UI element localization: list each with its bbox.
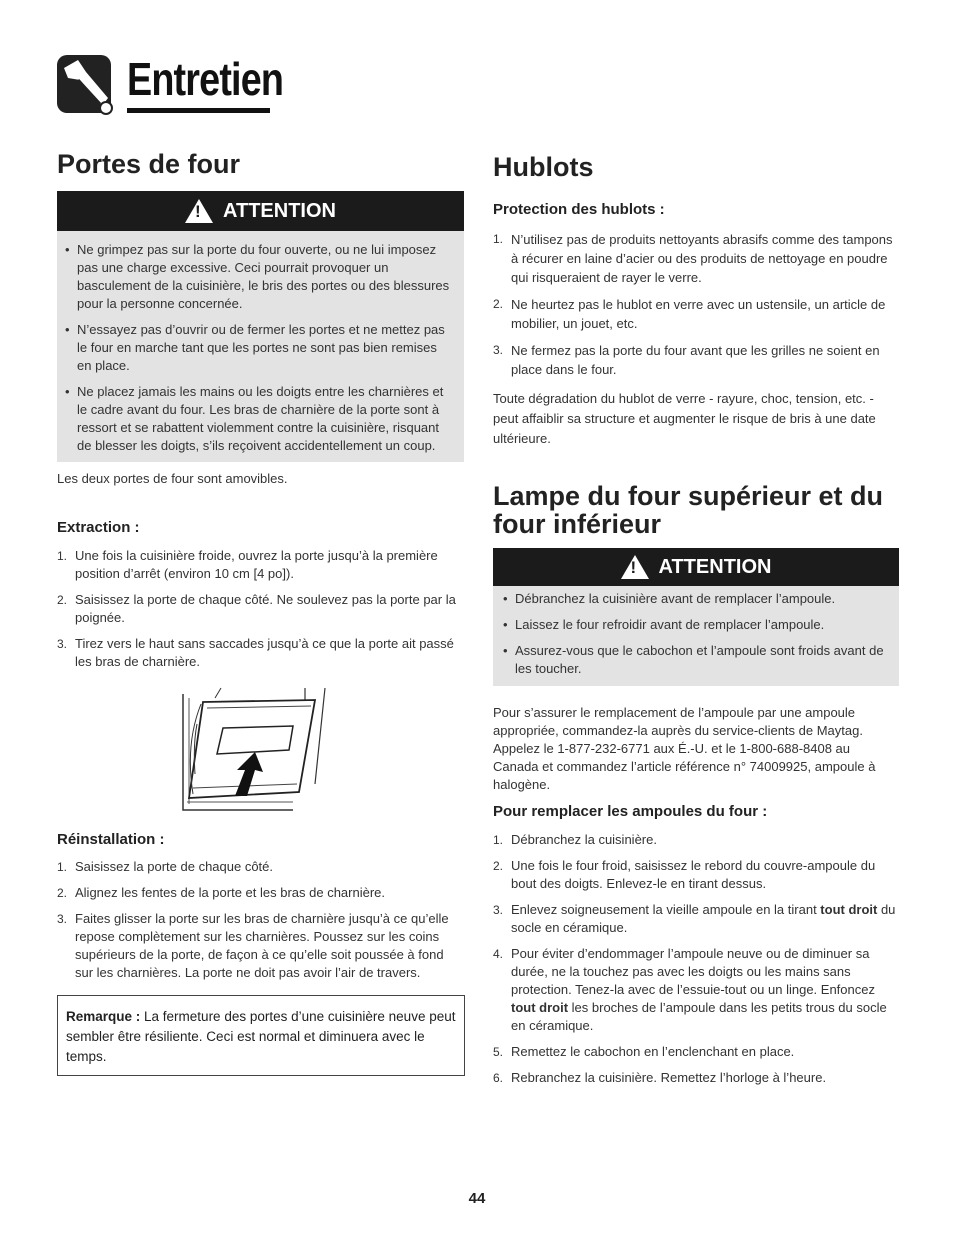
warning-item: • Ne grimpez pas sur la porte du four ouverte, ou ne lui imposez pas une charge excessive. Ceci pourrait provoquer un basculement de la cuisinière, le bris des portes ou des blessures pour la personne concernée.	[59, 241, 452, 313]
extraction-title: Extraction :	[57, 519, 140, 536]
list-item: 1. Saisissez la porte de chaque côté.	[57, 859, 274, 874]
page-number: 44	[468, 1190, 486, 1207]
replace-title: Pour remplacer les ampoules du four :	[493, 803, 768, 820]
warning-item: • N’essayez pas d’ouvrir ou de fermer les portes et ne mettez pas le four en marche tant que les portes ne sont pas bien remises en place.	[59, 321, 452, 375]
list-item: 3. Ne fermez pas la porte du four avant que les grilles ne soient en place dans le four.	[493, 343, 880, 377]
list-item: 2. Ne heurtez pas le hublot en verre avec un ustensile, un article de mobilier, un jouet, etc.	[493, 297, 886, 331]
reinstall-steps	[57, 858, 463, 990]
list-item: 2. Alignez les fentes de la porte et les bras de charnière.	[57, 885, 386, 900]
list-item: 1. N’utilisez pas de produits nettoyants abrasifs comme des tampons à récurer en laine d’acier ou des produits de nettoyage en poudre qui risqueraient de rayer le verre.	[493, 232, 893, 285]
warning-item: • Ne placez jamais les mains ou les doigts entre les charnières et le cadre avant du four. Les bras de charnière de la porte sont à ressort et se rabattent violemment contre la cuisinière, risquant de blesser les doigts, s’ils reçoivent accidentellement un coup.	[59, 383, 452, 455]
reinstall-title: Réinstallation :	[57, 831, 165, 848]
list-item: 1. Une fois la cuisinière froide, ouvrez la porte jusqu’à la première position d’arrêt (environ 10 cm [4 po]).	[57, 548, 438, 581]
replace-steps	[493, 831, 903, 1095]
maintenance-tool-icon	[56, 54, 114, 116]
list-item: 6. Rebranchez la cuisinière. Remettez l’horloge à l’heure.	[493, 1070, 827, 1085]
list-item: 2. Une fois le four froid, saisissez le rebord du couvre-ampoule du bout des doigts. Enlevez-le en tirant dessus.	[493, 858, 876, 891]
order-text: Pour s’assurer le remplacement de l’ampoule par une ampoule appropriée, commandez-la auprès du service-clients de Maytag. Appelez le 1-877-232-6771 aux É.-U. et le 1-800-688-8408 au Canada et commandez l’article référence n° 74009925, ampoule à halogène.	[493, 705, 876, 792]
protection-steps	[493, 230, 903, 387]
section-heading-windows: Hublots	[493, 152, 594, 182]
remark-text: La fermeture des portes d’une cuisinière neuve peut sembler être résiliente. Ceci est normal et diminuera avec le temps.	[66, 1009, 456, 1064]
title-underline	[127, 108, 270, 113]
remark-label: Remarque :	[66, 1009, 141, 1024]
extraction-steps	[57, 547, 463, 679]
list-item: 4. Pour éviter d’endommager l’ampoule neuve ou de diminuer sa durée, ne la touchez pas avec les doigts ou les mains sans protection. Tenez-la avec de l’essuie-tout ou un linge. Enfoncez tout droit les broches de l’ampoule dans les petits trous du socle en céramique.	[493, 946, 887, 1033]
section-heading-oven-doors: Portes de four	[57, 149, 241, 179]
attention-label: ATTENTION	[223, 199, 336, 222]
list-item: 5. Remettez le cabochon en l’enclenchant en place.	[493, 1044, 795, 1059]
page-title: Entretien	[127, 53, 284, 105]
protection-title: Protection des hublots :	[493, 201, 665, 218]
list-item: 3. Tirez vers le haut sans saccades jusqu’à ce que la porte ait passé les bras de charnière.	[57, 636, 454, 669]
warning-item: • Assurez-vous que le cabochon et l’ampoule sont froids avant de les toucher.	[497, 642, 889, 678]
attention-banner	[57, 191, 464, 231]
remark-box	[57, 995, 465, 1076]
attention-label: ATTENTION	[658, 555, 772, 578]
attention-banner-lamp	[493, 548, 899, 586]
warning-item: • Débranchez la cuisinière avant de remplacer l’ampoule.	[497, 590, 889, 608]
section-heading-lamp: Lampe du four supérieur et du four inférieur	[493, 481, 884, 539]
list-item: 3. Enlevez soigneusement la vieille ampoule en la tirant tout droit du socle en céramique.	[493, 902, 896, 935]
warning-icon: !	[185, 199, 213, 223]
list-item: 1. Débranchez la cuisinière.	[493, 832, 657, 847]
oven-door-illustration	[175, 684, 330, 814]
list-item: 2. Saisissez la porte de chaque côté. Ne soulevez pas la porte par la poignée.	[57, 592, 456, 625]
list-item: 3. Faites glisser la porte sur les bras de charnière jusqu’à ce qu’elle repose complètement sur les charnières. Poussez sur les coins supérieurs de la porte, de façon à ce qu’elle soit poussée à fond sur les charnières. La porte ne doit pas avoir l’air de travers.	[57, 911, 449, 980]
degradation-text: Toute dégradation du hublot de verre - rayure, choc, tension, etc. - peut affaiblir sa structure et augmenter le risque de bris à une date ultérieure.	[493, 391, 876, 446]
attention-box-lamp	[493, 586, 899, 686]
warning-item: • Laissez le four refroidir avant de remplacer l’ampoule.	[497, 616, 889, 634]
attention-box	[57, 231, 464, 462]
warning-icon: !	[621, 555, 649, 579]
removable-note: Les deux portes de four sont amovibles.	[57, 471, 288, 486]
